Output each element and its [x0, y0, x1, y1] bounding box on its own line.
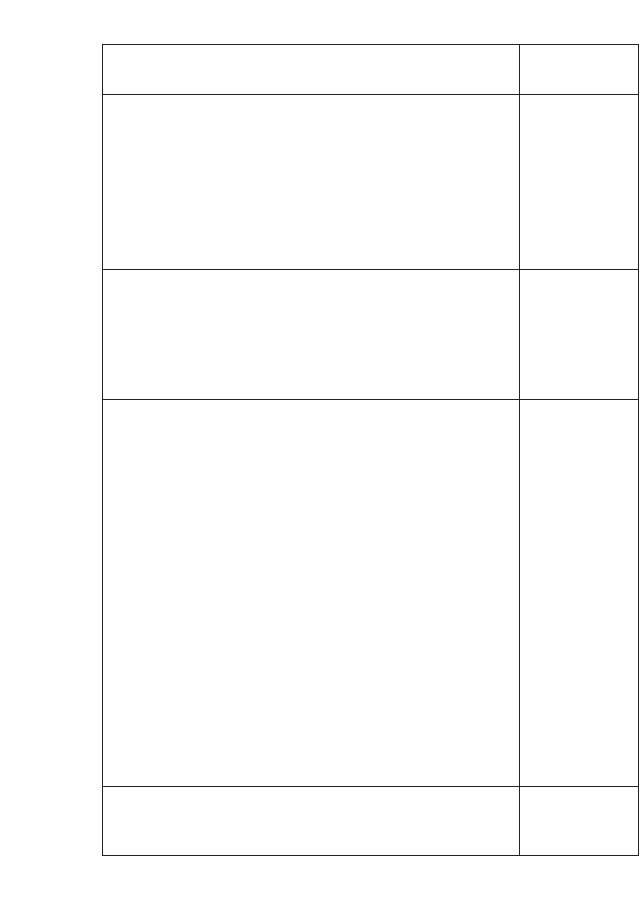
total-area	[519, 45, 638, 95]
forestry-table	[102, 44, 639, 856]
total-label	[519, 270, 638, 400]
total-row	[519, 45, 638, 856]
header-location	[103, 400, 520, 787]
header-quarter	[103, 95, 520, 270]
header-admin	[103, 270, 520, 400]
landscape-table-wrapper	[102, 44, 639, 856]
header-area	[103, 45, 520, 95]
header-forestry	[103, 787, 520, 856]
header-row	[103, 45, 520, 856]
rotated-table-frame	[102, 44, 639, 856]
